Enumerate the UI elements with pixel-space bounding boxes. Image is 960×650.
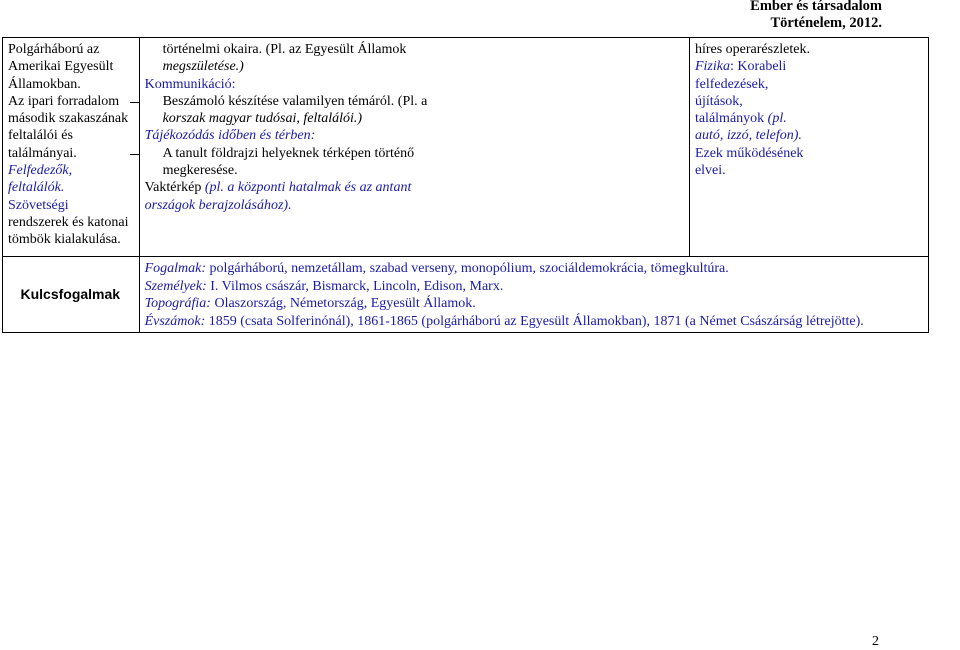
fizika-label: Fizika [694,59,730,75]
szemelyek-text: I. Vilmos császár, Bismarck, Lincoln, Edison, Marx. [210,278,504,294]
key-concepts-label-cell [3,257,140,333]
connection-line: újítások, [694,93,743,109]
key-concepts-row [3,257,929,333]
szemelyek-label: Személyek: [144,278,207,294]
activity-text [145,41,683,58]
topografia-text: Olaszország, Németország, Egyesült Államok. [214,296,476,312]
connection-text-italic: (pl. [767,111,787,127]
tajekozodas-label: Tájékozódás időben és térben: [144,128,316,144]
fizika-text: : Korabeli [729,59,787,75]
connection-line: híres operarészletek. [694,42,811,57]
kommunikacio-item [145,93,683,110]
connection-line [695,110,922,127]
fizika-line [695,58,922,75]
content-row [3,38,929,257]
key-concepts-label: Kulcsfogalmak [20,286,121,303]
key-concepts-cell [139,257,928,333]
vakterkep-line [145,179,683,196]
topic-line: feltalálói és [8,128,73,144]
topic-line: Az ipari forradalom [8,93,120,109]
header-subject: Ember és társadalom [750,0,882,14]
connection-text: találmányok [694,111,765,127]
evszamok-line [145,313,922,331]
vakterkep-label: Vaktérkép [144,180,202,196]
topografia-label: Topográfia: [144,296,211,312]
tajekozodas-item-cont: megkeresése. [162,163,238,179]
connection-line: felfedezések, [694,76,769,92]
header-course: Történelem, 2012. [770,15,882,31]
fogalmak-line [145,260,922,278]
activity-text-italic: megszületése.) [162,59,244,75]
topic-line: Szövetségi [8,197,69,213]
topic-line: Államokban. [8,76,81,92]
fogalmak-text: polgárháború, nemzetállam, szabad verseny, monopólium, szociáldemokrácia, tömegkultúra. [209,261,729,276]
kommunikacio-label: Kommunikáció: [144,76,236,92]
connections-cell [689,38,928,257]
activities-cell [139,38,689,257]
topic-line: Polgárháború az [8,42,100,57]
topic-line: második szakaszának [8,111,129,127]
connection-line: elvei. [694,163,726,179]
topografia-line [145,295,922,313]
topic-line: Felfedezők, [8,163,73,179]
fogalmak-label: Fogalmak: [144,261,207,276]
tajekozodas-item: A tanult földrajzi helyeknek térképen történő [145,145,683,162]
kommunikacio-text: Beszámoló készítése valamilyen témáról. (Pl. a [162,93,428,109]
topic-line: találmányai. [8,145,77,161]
evszamok-label: Évszámok: [144,313,206,329]
connection-line: Ezek működésének [694,145,804,161]
connection-line: autó, izzó, telefon). [694,128,802,144]
page-number: 2 [872,634,879,649]
evszamok-text: 1859 (csata Solferinónál), 1861-1865 (polgárháború az Egyesült Államokban), 1871 (a Német Császárság létrejötte). [208,313,864,329]
topic-line: feltalálók. [8,180,65,196]
topic-line: Amerikai Egyesült [8,59,114,75]
activity-text-normal: történelmi okaira. (Pl. az Egyesült Államok [162,42,407,57]
topics-cell [3,38,140,257]
topic-line: rendszerek és katonai [8,214,129,230]
kommunikacio-example: korszak magyar tudósai, feltalálói.) [162,111,363,127]
vakterkep-example-cont: országok berajzolásához). [144,197,292,213]
vakterkep-example: (pl. a központi hatalmak és az antant [204,180,412,196]
document-header [750,0,882,32]
topic-line: tömbök kialakulása. [8,232,121,248]
szemelyek-line [145,278,922,296]
curriculum-table [2,37,929,333]
